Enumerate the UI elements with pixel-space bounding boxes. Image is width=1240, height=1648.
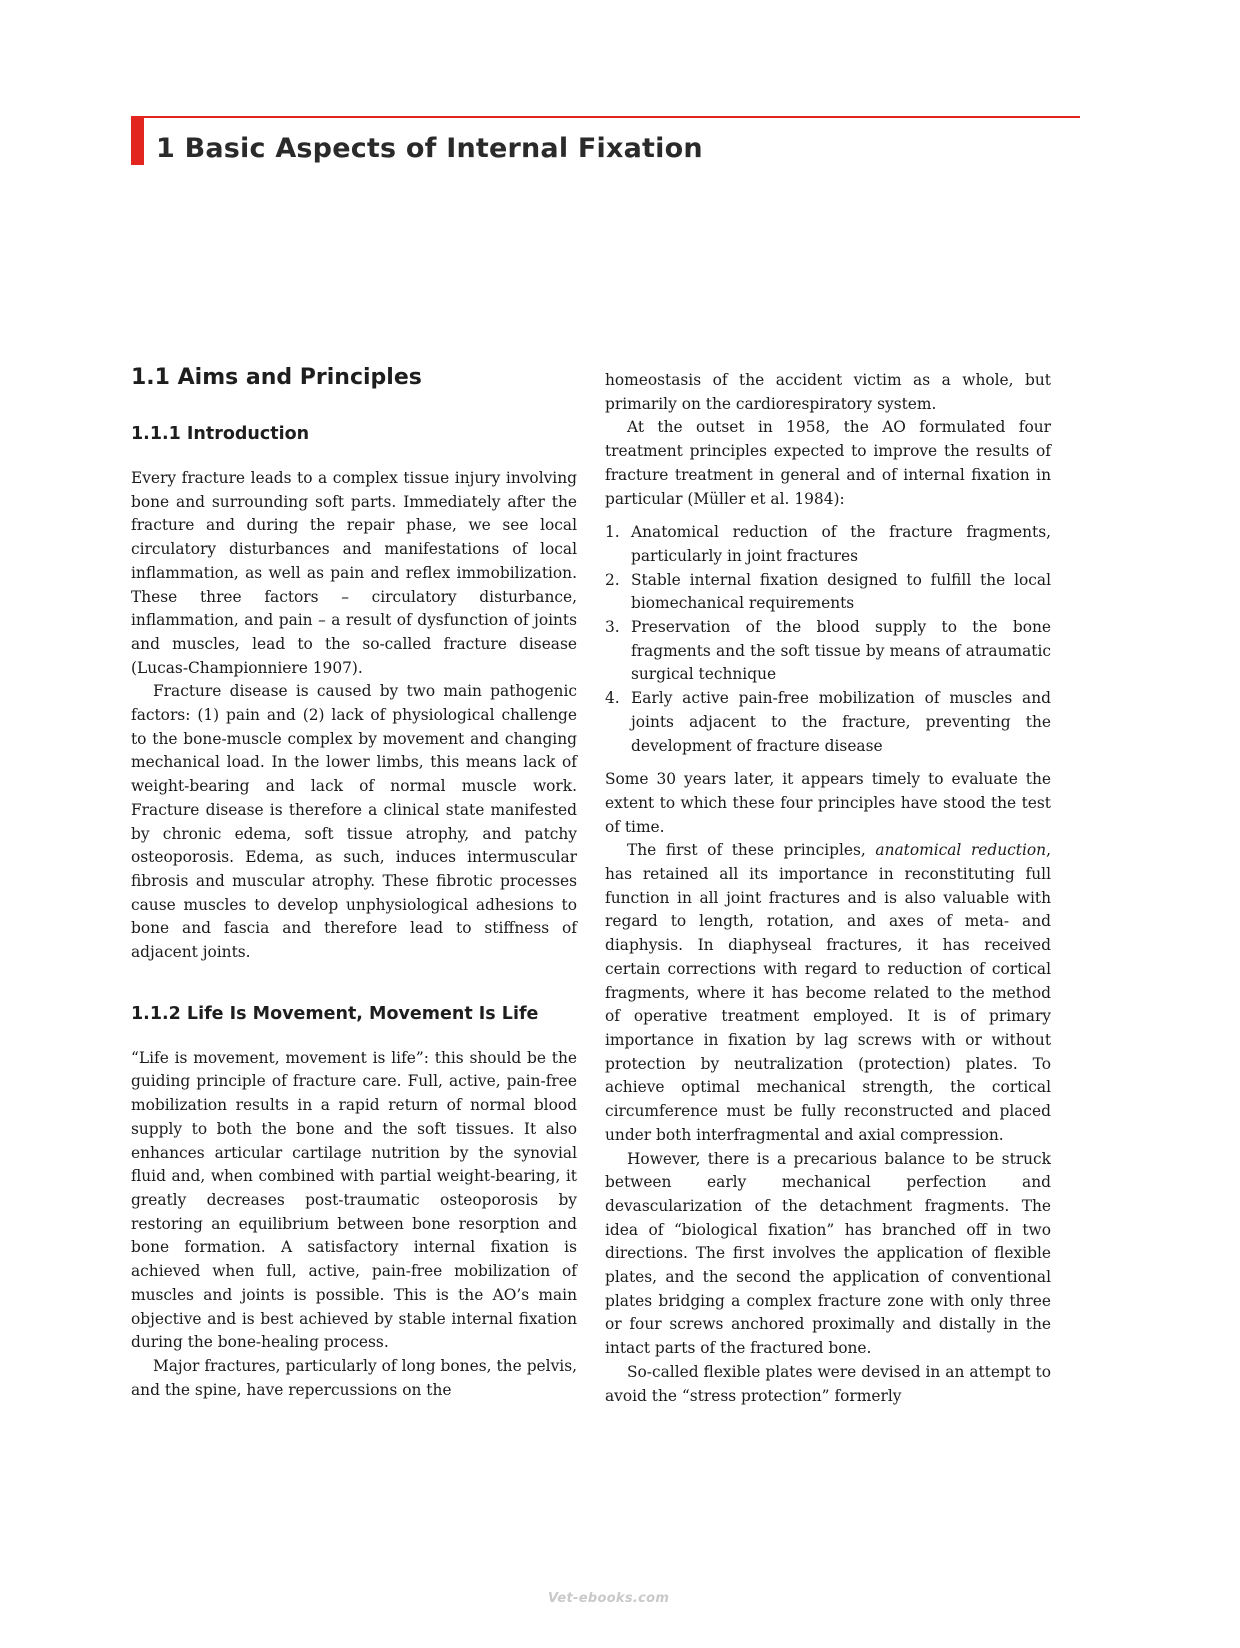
intro-paragraph-2: Fracture disease is caused by two main pathogenic factors: (1) pain and (2) lack of physiological challenge to the bone-muscle complex by movement and changing mechanical load. In the lower limbs, this means lack of weight-bearing and lack of normal muscle work. Fracture disease is therefore a clinical state manifested by chronic edema, soft tissue atrophy, and patchy osteoporosis. Edema, as such, induces intermuscular fibrosis and muscular atrophy. These fibrotic processes cause muscles to develop unphysiological adhesions to bone and fascia and therefore lead to stiffness of adjacent joints. xyxy=(131,682,577,962)
list-item-number: 1. xyxy=(605,523,620,542)
list-item xyxy=(605,569,1051,616)
list-item-text: Stable internal fixation designed to fulfill the local biomechanical requirements xyxy=(631,570,1051,613)
intro-paragraph-1: Every fracture leads to a complex tissue injury involving bone and surrounding soft parts. Immediately after the fracture and during the repair phase, we see local circulatory disturbances and manifestations of local inflammation, as well as pain and reflex immobilization. These three factors – circulatory disturbance, inflammation, and pain – a result of dysfunction of joints and muscles, lead to the so-called fracture disease (Lucas-Championniere 1907). xyxy=(131,469,577,677)
list-item-text: Anatomical reduction of the fracture fragments, particularly in joint fractures xyxy=(631,523,1051,565)
right-paragraph-2: At the outset in 1958, the AO formulated four treatment principles expected to improve the results of fracture treatment in general and of internal fixation in particular (Müller et al. 1984): xyxy=(605,418,1051,508)
p4-rest: , has retained all its importance in reconstituting full function in all joint fractures and is also valuable with regard to length, rotation, and axes of meta- and diaphysis. In diaphyseal fractures, it has received certain corrections with regard to reduction of cortical fragments, where it has become related to the method of operative treatment employed. It is of primary importance in fixation by lag screws with or without protection by neutralization (protection) plates. To achieve optimal mechanical strength, the cortical circumference must be fully reconstructed and placed under both interfragmental and axial compression. xyxy=(605,841,1051,1144)
subsection-introduction-heading: 1.1.1 Introduction xyxy=(131,424,310,444)
list-item-text: Early active pain-free mobilization of muscles and joints adjacent to the fracture, preventing the development of fracture disease xyxy=(631,689,1051,755)
p4-emphasis: anatomical reduction xyxy=(875,841,1047,860)
chapter-title: 1 Basic Aspects of Internal Fixation xyxy=(156,133,703,164)
right-paragraph-6: So-called flexible plates were devised in an attempt to avoid the “stress protection” formerly xyxy=(605,1362,1051,1405)
list-item-number: 4. xyxy=(605,689,620,708)
principles-list xyxy=(605,521,1051,758)
right-paragraph-4 xyxy=(605,839,1051,1147)
watermark: Vet-ebooks.com xyxy=(548,1591,670,1606)
right-paragraph-5: However, there is a precarious balance to be struck between early mechanical perfection and devascularization of the detachment fragments. The idea of “biological fixation” has branched off in two directions. The first involves the application of flexible plates, and the second the application of conventional plates bridging a complex fracture zone with only three or four screws anchored proximally and distally in the intact parts of the fractured bone. xyxy=(605,1149,1051,1358)
subsection-life-heading: 1.1.2 Life Is Movement, Movement Is Life xyxy=(131,1003,539,1024)
list-item-number: 2. xyxy=(605,570,620,589)
life-paragraph-2: Major fractures, particularly of long bones, the pelvis, and the spine, have repercussions on the xyxy=(131,1356,577,1399)
section-title: 1.1 Aims and Principles xyxy=(131,365,422,390)
chapter-rule xyxy=(131,116,1080,118)
list-item xyxy=(605,616,1051,687)
p4-lead: The first of these principles, xyxy=(627,841,876,860)
list-item-number: 3. xyxy=(605,618,620,637)
life-paragraph-1: “Life is movement, movement is life”: this should be the guiding principle of fracture care. Full, active, pain-free mobilization results in a rapid return of normal blood supply to both the bone and the soft tissues. It also enhances articular cartilage nutrition by the synovial fluid and, when combined with partial weight-bearing, it greatly decreases post-traumatic osteoporosis by restoring an equilibrium between bone resorption and bone formation. A satisfactory internal fixation is achieved when full, active, pain-free mobilization of muscles and joints is possible. This is the AO’s main objective and is best achieved by stable internal fixation during the bone-healing process. xyxy=(131,1048,577,1352)
right-paragraph-1: homeostasis of the accident victim as a whole, but primarily on the cardiorespiratory system. xyxy=(605,371,1051,413)
chapter-accent-bar xyxy=(131,116,144,165)
list-item-text: Preservation of the blood supply to the bone fragments and the soft tissue by means of atraumatic surgical technique xyxy=(631,618,1051,684)
right-column xyxy=(605,369,1051,1408)
left-column xyxy=(131,362,577,1402)
right-paragraph-3: Some 30 years later, it appears timely to evaluate the extent to which these four principles have stood the test of time. xyxy=(605,770,1051,836)
list-item xyxy=(605,687,1051,758)
list-item xyxy=(605,521,1051,568)
